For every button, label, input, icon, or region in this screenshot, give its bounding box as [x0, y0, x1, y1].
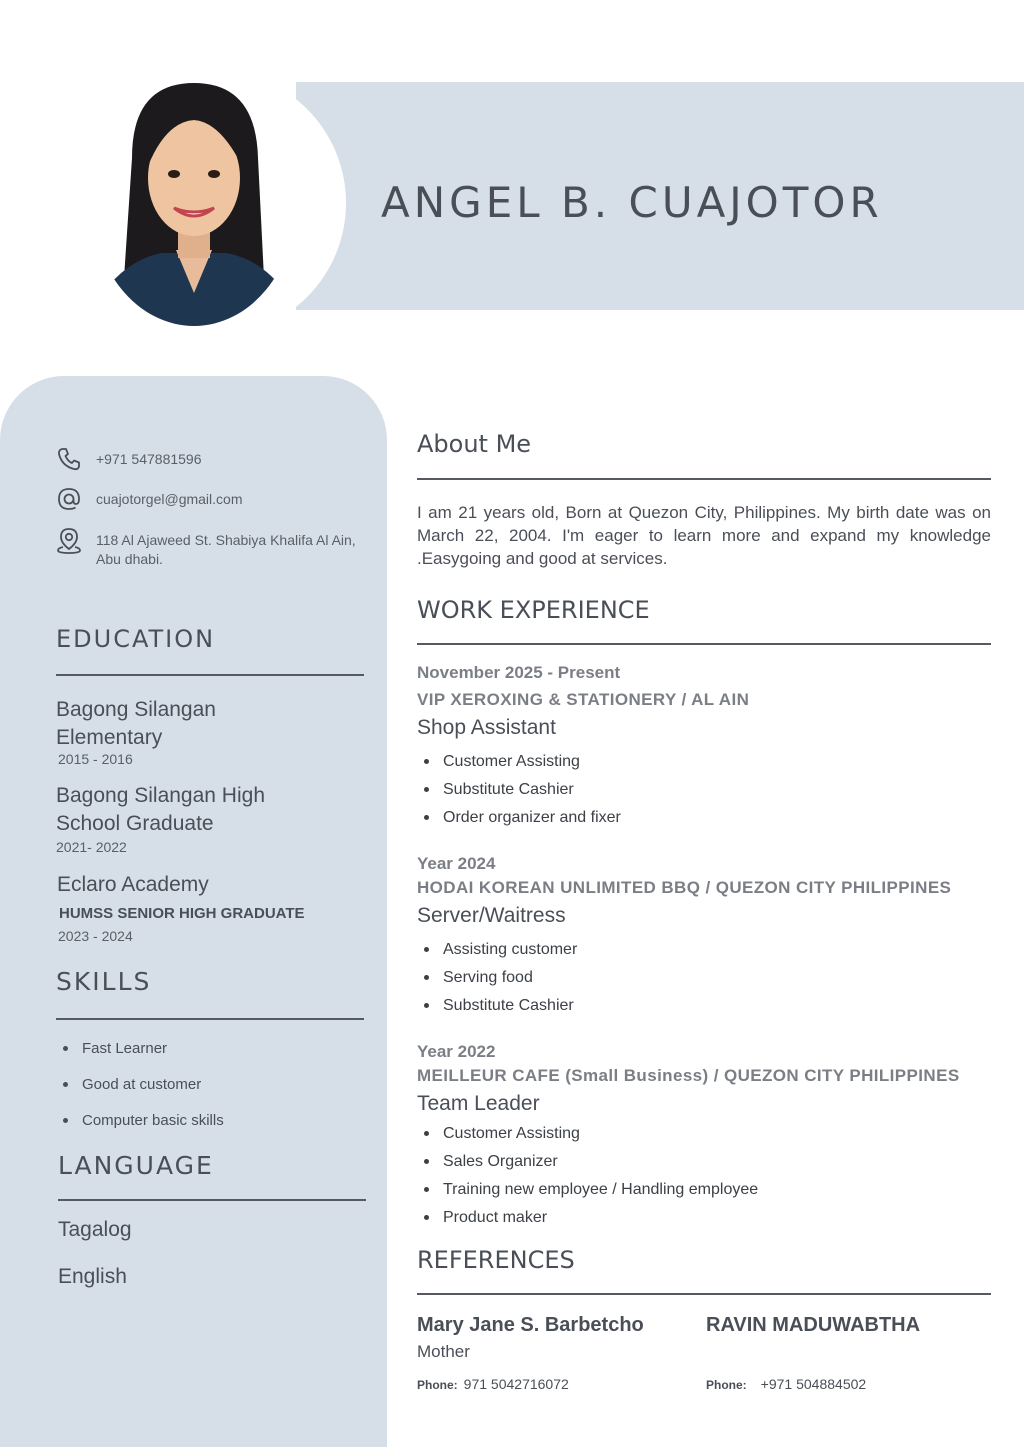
- work-divider: [417, 643, 991, 645]
- email-address: cuajotorgel@gmail.com: [96, 491, 243, 507]
- education-school: Bagong Silangan Elementary: [56, 698, 216, 749]
- reference-name: RAVIN MADUWABTHA: [706, 1314, 921, 1336]
- education-years: 2023 - 2024: [58, 928, 133, 944]
- job-date: Year 2024: [417, 854, 496, 873]
- language-item: Tagalog: [58, 1218, 132, 1241]
- duty-item: Product maker: [423, 1208, 758, 1236]
- phone-icon: [56, 446, 82, 472]
- job-company: MEILLEUR CAFE (Small Business) / QUEZON CITY PHILIPPINES: [417, 1066, 960, 1085]
- location-pin-icon: [56, 527, 82, 555]
- skill-item: Computer basic skills: [62, 1110, 224, 1146]
- full-name: ANGEL B. CUAJOTOR: [381, 178, 883, 227]
- language-heading: LANGUAGE: [58, 1151, 214, 1180]
- job-title: Team Leader: [417, 1092, 540, 1115]
- contact-address: [56, 527, 358, 569]
- language-divider: [58, 1199, 366, 1201]
- education-divider: [56, 674, 364, 676]
- phone-number: +971 547881596: [96, 451, 202, 467]
- job-title: Server/Waitress: [417, 904, 566, 927]
- work-heading: WORK EXPERIENCE: [417, 596, 650, 624]
- skill-item: Fast Learner: [62, 1038, 224, 1074]
- job-company: HODAI KOREAN UNLIMITED BBQ / QUEZON CITY PHILIPPINES: [417, 878, 952, 897]
- job-duties: [423, 752, 621, 836]
- education-years: 2015 - 2016: [58, 751, 133, 767]
- education-school: Bagong Silangan High School Graduate: [56, 784, 265, 835]
- education-heading: EDUCATION: [56, 625, 216, 653]
- phone-value: +971 504884502: [760, 1376, 867, 1392]
- skills-divider: [56, 1018, 364, 1020]
- job-date: November 2025 - Present: [417, 663, 621, 682]
- reference-name: Mary Jane S. Barbetcho: [417, 1314, 644, 1336]
- reference-phone: [417, 1376, 569, 1392]
- duty-item: Sales Organizer: [423, 1152, 758, 1180]
- job-duties: [423, 940, 577, 1024]
- about-text: I am 21 years old, Born at Quezon City, Philippines. My birth date was on March 22, 2004. I'm eager to learn more and expand my knowledge .Easygoing and good at services.: [417, 503, 991, 568]
- profile-photo: [92, 78, 296, 326]
- duty-item: Substitute Cashier: [423, 996, 577, 1024]
- skill-item: Good at customer: [62, 1074, 224, 1110]
- education-years: 2021- 2022: [56, 839, 127, 855]
- home-address: 118 Al Ajaweed St. Shabiya Khalifa Al Ain, Abu dhabi.: [96, 532, 356, 567]
- phone-value: 971 5042716072: [463, 1376, 569, 1392]
- references-divider: [417, 1293, 991, 1295]
- duty-item: Training new employee / Handling employee: [423, 1180, 758, 1208]
- job-title: Shop Assistant: [417, 716, 556, 739]
- education-school: Eclaro Academy: [57, 873, 209, 896]
- contact-phone: [56, 446, 202, 472]
- job-date: Year 2022: [417, 1042, 496, 1061]
- skills-list: [62, 1038, 224, 1146]
- duty-item: Assisting customer: [423, 940, 577, 968]
- phone-label: Phone:: [417, 1378, 458, 1392]
- reference-relation: Mother: [417, 1342, 470, 1361]
- education-program: HUMSS SENIOR HIGH GRADUATE: [59, 905, 305, 922]
- duty-item: Substitute Cashier: [423, 780, 621, 808]
- reference-phone: [706, 1376, 866, 1392]
- duty-item: Order organizer and fixer: [423, 808, 621, 836]
- about-heading: About Me: [417, 430, 532, 458]
- about-divider: [417, 478, 991, 480]
- job-company: VIP XEROXING & STATIONERY / AL AIN: [417, 690, 750, 709]
- phone-label: Phone:: [706, 1378, 747, 1392]
- duty-item: Customer Assisting: [423, 752, 621, 780]
- skills-heading: SKILLS: [56, 967, 152, 996]
- references-heading: REFERENCES: [417, 1246, 575, 1274]
- duty-item: Serving food: [423, 968, 577, 996]
- job-duties: [423, 1124, 758, 1236]
- contact-email: [56, 486, 243, 512]
- at-sign-icon: [56, 486, 82, 512]
- language-item: English: [58, 1265, 127, 1288]
- duty-item: Customer Assisting: [423, 1124, 758, 1152]
